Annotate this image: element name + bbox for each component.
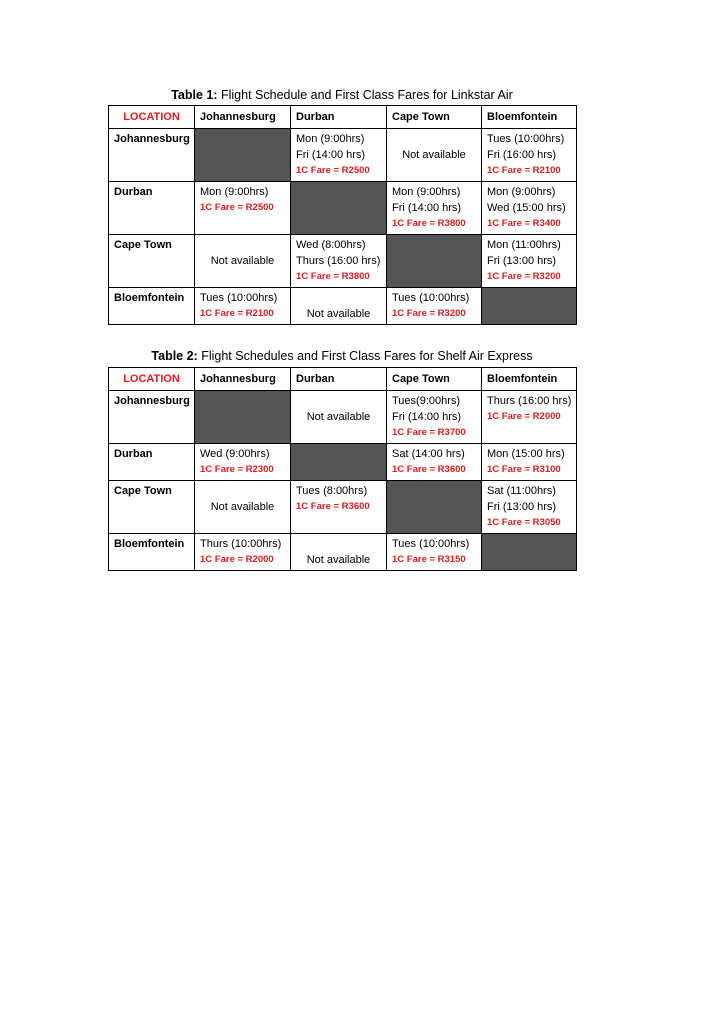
flight-time: Sat (14:00 hrs) xyxy=(392,448,465,460)
schedule-cell xyxy=(482,235,577,288)
not-available-cell: Not available xyxy=(291,534,387,571)
first-class-fare: 1C Fare = R2000 xyxy=(200,554,274,565)
flight-time: Tues (8:00hrs) xyxy=(296,485,368,497)
flight-time: Mon (11:00hrs) xyxy=(487,239,561,251)
flight-time: Mon (9:00hrs) xyxy=(487,186,556,198)
location-header: LOCATION xyxy=(109,368,195,391)
first-class-fare: 1C Fare = R3600 xyxy=(296,501,370,512)
first-class-fare: 1C Fare = R2000 xyxy=(487,411,561,422)
table-row xyxy=(109,481,577,534)
table-row xyxy=(109,235,577,288)
schedule-cell xyxy=(291,129,387,182)
schedule-cell xyxy=(482,129,577,182)
table-row xyxy=(109,534,577,571)
header-row xyxy=(109,368,577,391)
table-row xyxy=(109,182,577,235)
unavailable-route-cell xyxy=(195,391,291,444)
flight-time: Wed (8:00hrs) xyxy=(296,239,366,251)
flight-time: Fri (13:00 hrs) xyxy=(487,255,557,267)
schedule-cell xyxy=(387,182,482,235)
table-2-caption-prefix: Table 2: xyxy=(151,349,198,363)
schedule-cell xyxy=(482,391,577,444)
row-header: Johannesburg xyxy=(109,391,195,444)
flight-time: Fri (14:00 hrs) xyxy=(392,202,462,214)
first-class-fare: 1C Fare = R3700 xyxy=(392,427,466,438)
flight-time: Fri (14:00 hrs) xyxy=(392,411,462,423)
row-header: Bloemfontein xyxy=(109,288,195,325)
not-available-cell: Not available xyxy=(195,481,291,534)
flight-time: Tues (10:00hrs) xyxy=(392,538,470,550)
column-header: Johannesburg xyxy=(195,368,291,391)
column-header: Durban xyxy=(291,106,387,129)
row-header: Durban xyxy=(109,182,195,235)
column-header: Cape Town xyxy=(387,368,482,391)
not-available-cell: Not available xyxy=(291,288,387,325)
flight-time: Tues (10:00hrs) xyxy=(487,133,565,145)
flight-time: Thurs (16:00 hrs) xyxy=(296,255,381,267)
unavailable-route-cell xyxy=(291,444,387,481)
first-class-fare: 1C Fare = R3150 xyxy=(392,554,466,565)
not-available-cell: Not available xyxy=(387,129,482,182)
row-header: Cape Town xyxy=(109,481,195,534)
flight-time: Mon (9:00hrs) xyxy=(392,186,461,198)
first-class-fare: 1C Fare = R3600 xyxy=(392,464,466,475)
flight-time: Thurs (16:00 hrs) xyxy=(487,395,572,407)
column-header: Bloemfontein xyxy=(482,368,577,391)
flight-time: Fri (13:00 hrs) xyxy=(487,501,557,513)
unavailable-route-cell xyxy=(291,182,387,235)
flight-time: Fri (16:00 hrs) xyxy=(487,149,557,161)
flight-time: Wed (15:00 hrs) xyxy=(487,202,566,214)
first-class-fare: 1C Fare = R2100 xyxy=(487,165,561,176)
table-1-caption-text: Flight Schedule and First Class Fares for Linkstar Air xyxy=(217,88,513,102)
flight-time: Thurs (10:00hrs) xyxy=(200,538,282,550)
schedule-cell xyxy=(291,481,387,534)
schedule-cell xyxy=(482,444,577,481)
row-header: Durban xyxy=(109,444,195,481)
column-header: Cape Town xyxy=(387,106,482,129)
first-class-fare: 1C Fare = R2300 xyxy=(200,464,274,475)
flight-time: Wed (9:00hrs) xyxy=(200,448,270,460)
table-1-caption xyxy=(108,87,576,103)
flight-schedule-table-2 xyxy=(108,367,577,571)
table-2-caption-text: Flight Schedules and First Class Fares for Shelf Air Express xyxy=(197,349,533,363)
unavailable-route-cell xyxy=(387,481,482,534)
first-class-fare: 1C Fare = R3400 xyxy=(487,218,561,229)
flight-time: Mon (9:00hrs) xyxy=(296,133,365,145)
schedule-cell xyxy=(387,534,482,571)
first-class-fare: 1C Fare = R3800 xyxy=(392,218,466,229)
row-header: Bloemfontein xyxy=(109,534,195,571)
table-row xyxy=(109,444,577,481)
first-class-fare: 1C Fare = R3100 xyxy=(487,464,561,475)
row-header: Johannesburg xyxy=(109,129,195,182)
schedule-cell xyxy=(195,534,291,571)
schedule-cell xyxy=(387,391,482,444)
schedule-cell xyxy=(387,444,482,481)
not-available-cell: Not available xyxy=(291,391,387,444)
column-header: Johannesburg xyxy=(195,106,291,129)
table-1-caption-prefix: Table 1: xyxy=(171,88,218,102)
flight-time: Tues (10:00hrs) xyxy=(200,292,278,304)
schedule-cell xyxy=(291,235,387,288)
column-header: Bloemfontein xyxy=(482,106,577,129)
flight-time: Tues(9:00hrs) xyxy=(392,395,461,407)
row-header: Cape Town xyxy=(109,235,195,288)
schedule-cell xyxy=(482,182,577,235)
flight-time: Mon (15:00 hrs) xyxy=(487,448,565,460)
flight-time: Fri (14:00 hrs) xyxy=(296,149,366,161)
table-row xyxy=(109,391,577,444)
schedule-cell xyxy=(195,288,291,325)
flight-time: Tues (10:00hrs) xyxy=(392,292,470,304)
schedule-cell xyxy=(195,182,291,235)
location-header: LOCATION xyxy=(109,106,195,129)
flight-time: Sat (11:00hrs) xyxy=(487,485,556,497)
schedule-cell xyxy=(387,288,482,325)
schedule-cell xyxy=(482,481,577,534)
first-class-fare: 1C Fare = R3800 xyxy=(296,271,370,282)
unavailable-route-cell xyxy=(482,534,577,571)
header-row xyxy=(109,106,577,129)
first-class-fare: 1C Fare = R3050 xyxy=(487,517,561,528)
flight-schedule-table-1 xyxy=(108,105,577,325)
first-class-fare: 1C Fare = R2500 xyxy=(200,202,274,213)
unavailable-route-cell xyxy=(482,288,577,325)
first-class-fare: 1C Fare = R3200 xyxy=(392,308,466,319)
first-class-fare: 1C Fare = R2500 xyxy=(296,165,370,176)
flight-time: Mon (9:00hrs) xyxy=(200,186,269,198)
schedule-cell xyxy=(195,444,291,481)
column-header: Durban xyxy=(291,368,387,391)
unavailable-route-cell xyxy=(195,129,291,182)
table-row xyxy=(109,288,577,325)
unavailable-route-cell xyxy=(387,235,482,288)
first-class-fare: 1C Fare = R3200 xyxy=(487,271,561,282)
table-row xyxy=(109,129,577,182)
not-available-cell: Not available xyxy=(195,235,291,288)
first-class-fare: 1C Fare = R2100 xyxy=(200,308,274,319)
table-2-caption xyxy=(108,348,576,364)
